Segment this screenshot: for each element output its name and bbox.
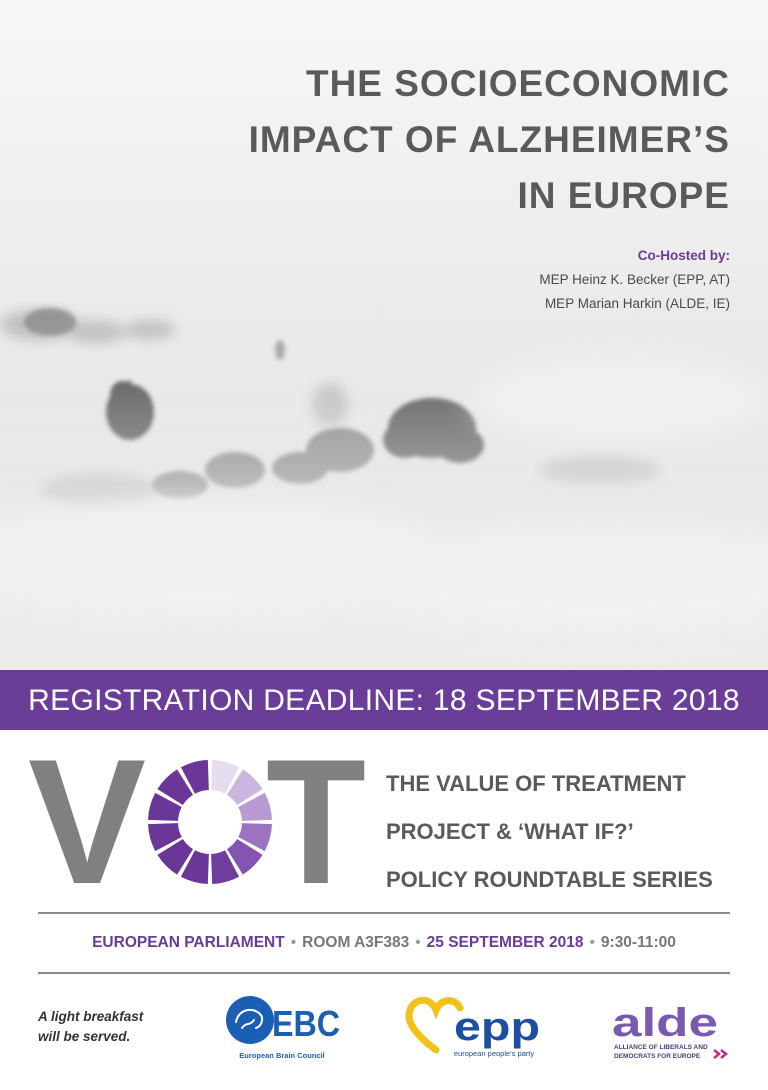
ebc-logo	[220, 992, 345, 1062]
vot-line-2: PROJECT & ‘WHAT IF?’	[386, 819, 634, 844]
vot-line-1: THE VALUE OF TREATMENT	[386, 771, 686, 796]
ebc-wordmark: EBC	[272, 1003, 340, 1044]
event-separator: •	[415, 934, 421, 951]
divider-bottom	[38, 972, 730, 974]
registration-deadline-banner	[0, 670, 768, 730]
breakfast-line-2: will be served.	[38, 1029, 131, 1044]
vot-line-3: POLICY ROUNDTABLE SERIES	[386, 867, 713, 892]
event-room: ROOM A3F383	[302, 934, 410, 951]
divider-top	[38, 912, 730, 914]
alde-caption-line-2: DEMOCRATS FOR EUROPE	[614, 1053, 701, 1060]
alde-caption-line-1: ALLIANCE OF LIBERALS AND	[614, 1044, 708, 1051]
event-time: 9:30-11:00	[600, 934, 676, 951]
cohost-host-2: MEP Marian Harkin (ALDE, IE)	[544, 296, 730, 311]
title-line-2: IMPACT OF ALZHEIMER’S	[248, 119, 730, 160]
epp-wordmark: epp	[454, 1005, 540, 1049]
vot-logo-v: V	[28, 755, 146, 890]
alde-chevrons-icon	[714, 1050, 726, 1058]
title-line-1: THE SOCIOECONOMIC	[305, 63, 730, 104]
cohost-block	[539, 244, 730, 316]
epp-caption: european people's party	[453, 1049, 535, 1058]
cohost-label: Co-Hosted by:	[637, 248, 730, 263]
vot-logo-o-ring	[148, 760, 272, 884]
alde-logo	[596, 992, 736, 1064]
event-date: 25 SEPTEMBER 2018	[426, 934, 584, 951]
vot-logo-t: T	[266, 755, 366, 890]
event-separator: •	[290, 934, 297, 951]
cohost-host-1: MEP Heinz K. Becker (EPP, AT)	[539, 272, 730, 287]
epp-heart-icon	[409, 1000, 460, 1050]
vot-series-title	[386, 760, 713, 904]
alde-wordmark: alde	[612, 1001, 718, 1045]
registration-deadline-text: REGISTRATION DEADLINE: 18 SEPTEMBER 2018	[28, 684, 740, 717]
title-line-3: IN EUROPE	[517, 175, 730, 216]
breakfast-line-1: A light breakfast	[38, 1009, 144, 1024]
breakfast-note	[38, 1007, 143, 1047]
event-details	[0, 934, 768, 952]
epp-logo	[402, 992, 547, 1062]
document-title	[249, 56, 730, 224]
event-venue: EUROPEAN PARLIAMENT	[92, 934, 285, 951]
ebc-brain-icon	[226, 996, 274, 1044]
vot-logo	[28, 755, 368, 890]
event-separator: •	[589, 934, 595, 951]
ebc-caption: European Brain Council	[239, 1051, 325, 1060]
